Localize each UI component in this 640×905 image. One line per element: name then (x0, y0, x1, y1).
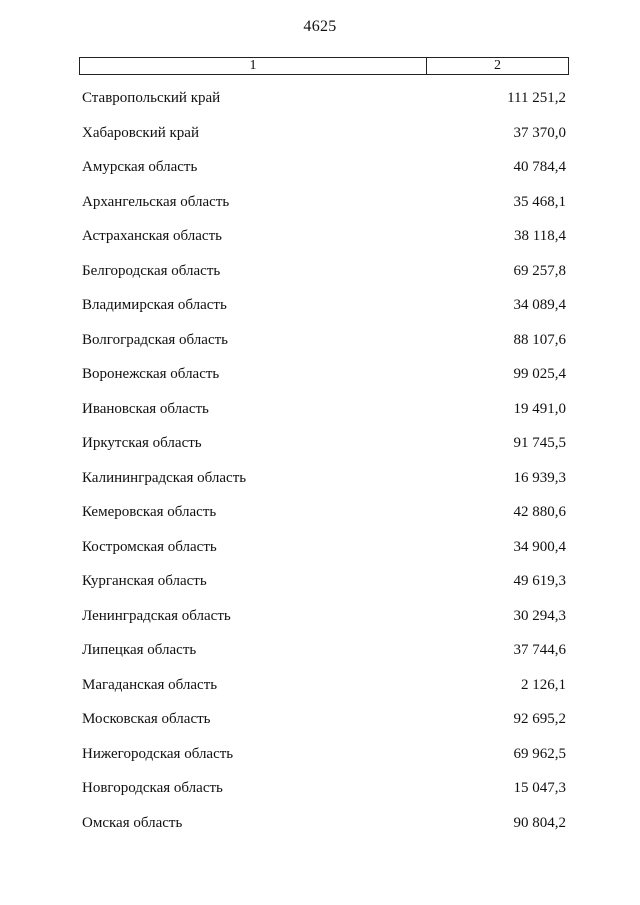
table-row (0, 226, 640, 261)
table-row (0, 537, 640, 572)
table-row (0, 502, 640, 537)
region-value: 40 784,4 (513, 159, 566, 175)
table-row (0, 364, 640, 399)
region-value: 34 900,4 (513, 538, 566, 555)
table-row (0, 468, 640, 503)
table-row (0, 192, 640, 227)
region-name: Липецкая область (82, 642, 197, 658)
region-value: 35 468,1 (513, 193, 566, 210)
region-name: Московская область (82, 711, 211, 727)
region-value: 16 939,3 (513, 469, 566, 486)
page-number: 4625 (303, 18, 337, 35)
table-row (0, 433, 640, 468)
table-row (0, 709, 640, 744)
region-name: Иркутская область (82, 435, 202, 451)
region-value: 111 251,2 (507, 90, 566, 106)
table-row (0, 330, 640, 365)
table-row (0, 640, 640, 675)
table-row (0, 606, 640, 641)
table-row (0, 261, 640, 296)
region-name: Владимирская область (82, 297, 227, 313)
region-name: Новгородская область (82, 780, 223, 796)
region-value: 19 491,0 (513, 400, 566, 417)
region-value: 38 118,4 (514, 228, 566, 244)
region-value: 15 047,3 (513, 780, 566, 796)
region-value: 69 962,5 (513, 745, 566, 762)
table-row (0, 88, 640, 123)
region-value: 2 126,1 (521, 676, 566, 693)
table-row (0, 123, 640, 158)
region-name: Курганская область (82, 573, 207, 589)
region-value: 49 619,3 (513, 573, 566, 589)
region-value: 37 744,6 (513, 642, 566, 658)
table-body (0, 88, 640, 847)
table-row (0, 157, 640, 192)
region-name: Костромская область (82, 538, 217, 555)
table-row (0, 778, 640, 813)
table-row (0, 399, 640, 434)
region-name: Амурская область (82, 159, 198, 175)
region-value: 88 107,6 (513, 331, 566, 348)
region-value: 92 695,2 (513, 711, 566, 727)
region-name: Белгородская область (82, 262, 221, 279)
region-value: 42 880,6 (513, 504, 566, 520)
region-name: Омская область (82, 814, 183, 831)
region-value: 91 745,5 (513, 435, 566, 451)
table-header-col2: 2 (494, 58, 501, 73)
region-name: Архангельская область (82, 193, 230, 210)
region-name: Воронежская область (82, 366, 220, 382)
table-row (0, 295, 640, 330)
region-value: 99 025,4 (513, 366, 566, 382)
region-value: 90 804,2 (513, 814, 566, 831)
region-name: Нижегородская область (82, 745, 234, 762)
table-row (0, 675, 640, 710)
table-row (0, 744, 640, 779)
region-name: Астраханская область (82, 228, 222, 244)
region-name: Калининградская область (82, 469, 247, 486)
table-row (0, 571, 640, 606)
table-row (0, 813, 640, 848)
region-value: 69 257,8 (513, 262, 566, 279)
region-value: 37 370,0 (513, 124, 566, 141)
region-name: Магаданская область (82, 676, 218, 693)
region-value: 34 089,4 (513, 297, 566, 313)
region-name: Ставропольский край (82, 90, 221, 106)
region-name: Хабаровский край (82, 124, 199, 141)
table-header-col1: 1 (80, 58, 427, 74)
region-name: Ленинградская область (82, 607, 231, 624)
region-name: Волгоградская область (82, 331, 228, 348)
table-header (79, 57, 569, 75)
region-value: 30 294,3 (513, 607, 566, 624)
region-name: Ивановская область (82, 400, 209, 417)
region-name: Кемеровская область (82, 504, 217, 520)
